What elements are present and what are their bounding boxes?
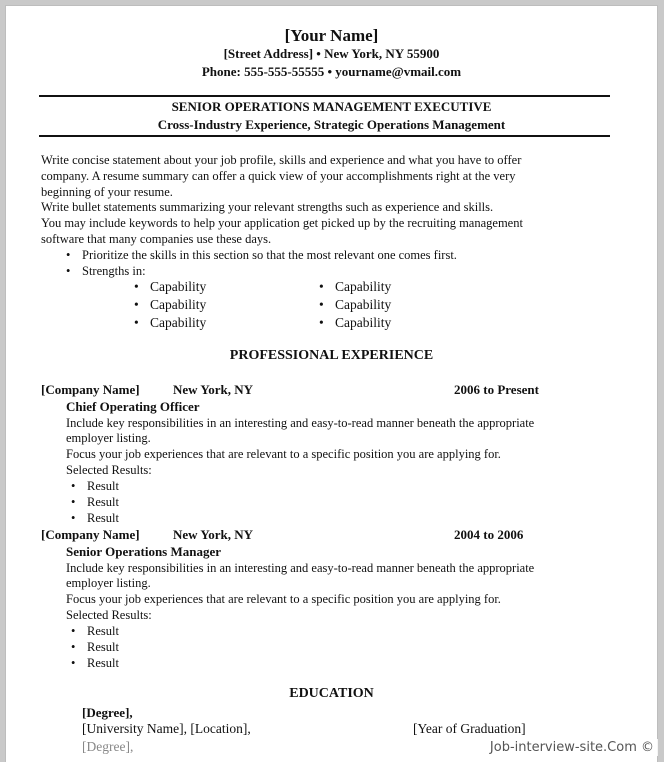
result-item: • Result [87,640,119,655]
job-title: Senior Operations Manager [66,544,222,559]
job-description: employer listing. [66,576,151,590]
company-location: New York, NY [173,527,254,542]
result-item: • Result [87,511,119,526]
experience-heading: PROFESSIONAL EXPERIENCE [229,348,434,363]
job-dates: 2004 to 2006 [454,527,524,542]
job-title: Chief Operating Officer [66,399,200,414]
summary-bullet: • Prioritize the skills in this section so that the most relevant one comes first. [82,247,457,263]
headline-title: SENIOR OPERATIONS MANAGEMENT EXECUTIVE [171,99,492,114]
top-rule [39,95,610,97]
company-name: [Company Name] [41,527,140,542]
result-item: • Result [87,479,119,494]
degree: [Degree], [82,739,134,754]
summary-line: beginning of your resume. [41,185,173,199]
result-item: • Result [87,624,119,639]
resume-page [6,6,657,762]
result-item: • Result [87,495,119,510]
company-location: New York, NY [173,382,254,397]
job-dates: 2006 to Present [454,382,539,397]
job-description: Include key responsibilities in an interesting and easy-to-read manner beneath the appropriate [66,416,535,430]
headline-subtitle: Cross-Industry Experience, Strategic Operations Management [157,117,506,132]
address-line: [Street Address] • New York, NY 55900 [223,46,440,61]
site-watermark: Job-interview-site.Com © [486,739,658,756]
degree: [Degree], [82,705,133,720]
summary-bullet: • Strengths in: [82,263,146,279]
contact-line: Phone: 555-555-55555 • yourname@vmail.com [201,64,462,79]
job-description: employer listing. [66,431,151,445]
summary-line: Write concise statement about your job profile, skills and experience and what you have to offer [41,153,522,167]
summary-line: company. A resume summary can offer a quick view of your accomplishments right at the very [41,169,516,183]
company-name: [Company Name] [41,382,140,397]
education-heading: EDUCATION [289,686,374,701]
result-item: • Result [87,656,119,671]
strength-item: • Capability [335,279,391,295]
job-description: Focus your job experiences that are relevant to a specific position you are applying for. [66,592,501,606]
summary-line: software that many companies use these days. [41,232,272,246]
job-description: Focus your job experiences that are relevant to a specific position you are applying for. [66,447,501,461]
summary-line: You may include keywords to help your application get picked up by the recruiting management [41,216,523,230]
bottom-rule [39,135,610,137]
strength-item: • Capability [335,315,391,331]
strength-item: • Capability [150,297,206,313]
job-description: Include key responsibilities in an interesting and easy-to-read manner beneath the appropriate [66,561,535,575]
results-label: Selected Results: [66,608,152,622]
graduation-year: [Year of Graduation] [413,721,526,736]
candidate-name: [Your Name] [284,26,379,45]
summary-line: Write bullet statements summarizing your relevant strengths such as experience and skills. [41,200,494,214]
university: [University Name], [Location], [82,721,251,736]
strength-item: • Capability [335,297,391,313]
strength-item: • Capability [150,279,206,295]
results-label: Selected Results: [66,463,152,477]
strength-item: • Capability [150,315,206,331]
